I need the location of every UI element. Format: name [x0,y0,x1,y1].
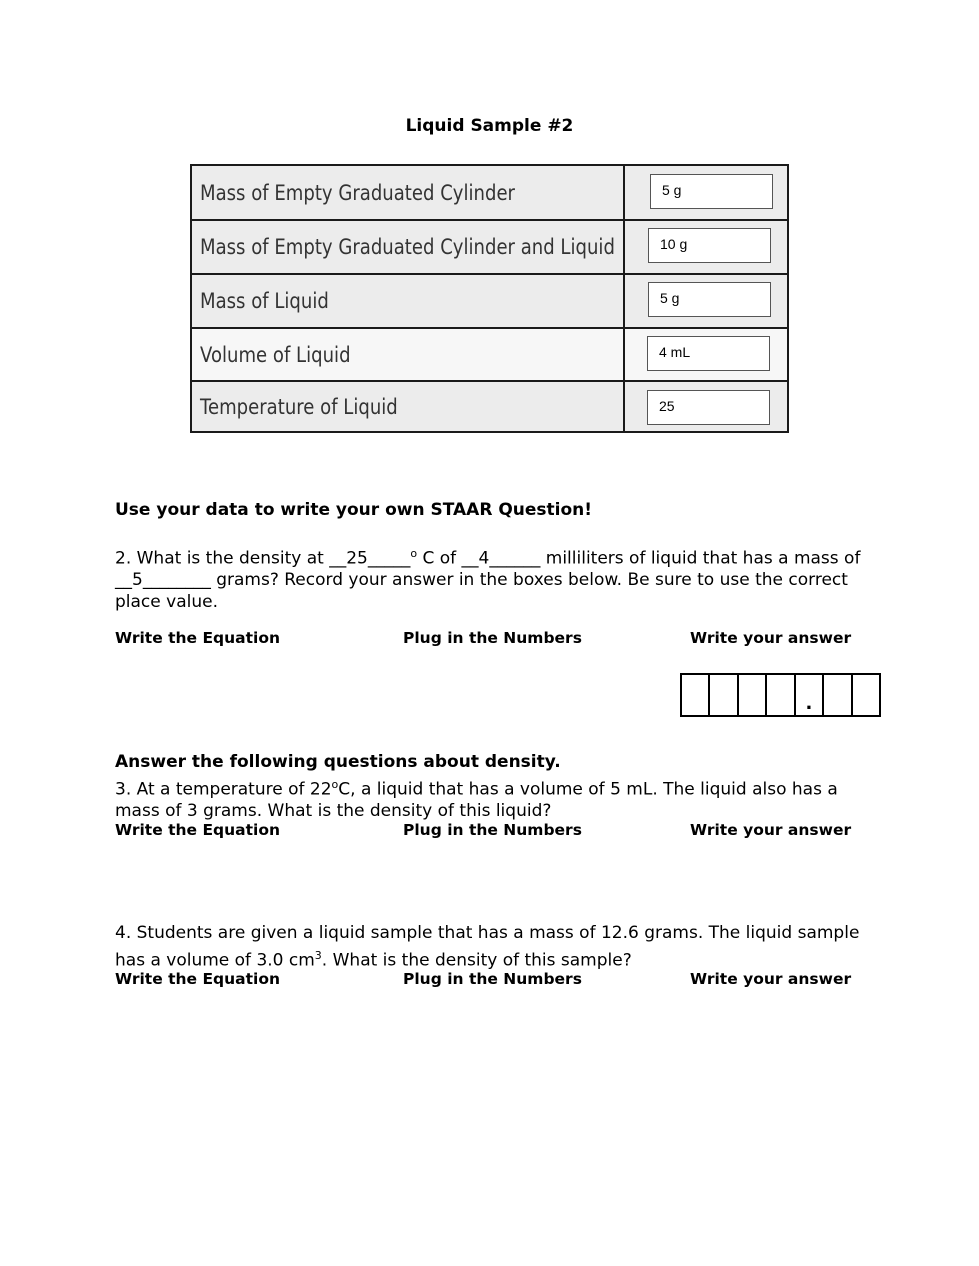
table-row [192,166,787,219]
write-answer-label: Write your answer [690,970,852,988]
table-row [192,329,787,380]
answer-cell[interactable] [824,675,852,715]
plug-numbers-label: Plug in the Numbers [403,970,582,988]
answer-grid [680,673,881,717]
table-row [192,382,787,431]
answer-cell[interactable] [767,675,795,715]
staar-heading: Use your data to write your own STAAR Question! [115,500,593,520]
answer-cell-decimal[interactable] [796,675,824,715]
question-3: 3. At a temperature of 22$^o$C, a liquid that has a volume of 5 mL. The liquid also has a mass of 3 grams. What is the density of this liquid? [115,778,838,822]
row-label: Mass of Empty Graduated Cylinder [200,180,515,205]
write-answer-label: Write your answer [690,821,852,839]
decimal-point: . [805,693,813,714]
row-label: Mass of Liquid [200,289,329,313]
row-label: Mass of Empty Graduated Cylinder and Liquid [200,235,615,259]
value-field[interactable]: 5 g [650,174,773,209]
page-title: Liquid Sample #2 [405,116,574,136]
density-heading: Answer the following questions about density. [115,752,561,772]
write-equation-label: Write the Equation [115,970,281,988]
answer-cell[interactable] [710,675,738,715]
row-label: Volume of Liquid [200,342,351,367]
value-field[interactable]: 10 g [648,228,771,263]
row-label: Temperature of Liquid [200,394,398,419]
answer-cell[interactable] [739,675,767,715]
value-field[interactable]: 25 [647,390,770,425]
value-field[interactable]: 4 mL [647,336,770,371]
write-equation-label: Write the Equation [115,629,281,647]
plug-numbers-label: Plug in the Numbers [403,821,582,839]
answer-cell[interactable] [682,675,710,715]
value-field[interactable]: 5 g [648,282,771,317]
answer-cell[interactable] [853,675,879,715]
write-equation-label: Write the Equation [115,821,281,839]
table-row [192,221,787,273]
question-2: 2. What is the density at __25_____$^o$ C of __4______ milliliters of liquid that has a mass of __5________ grams? Record your answer in the boxes below. Be sure to use the correct place value. [115,547,861,612]
plug-numbers-label: Plug in the Numbers [403,629,582,647]
data-table [190,164,789,433]
question-4: 4. Students are given a liquid sample that has a mass of 12.6 grams. The liquid sample has a volume of 3.0 $cm^3$. What is the density of this sample? [115,923,860,971]
write-answer-label: Write your answer [690,629,852,647]
table-row [192,275,787,327]
